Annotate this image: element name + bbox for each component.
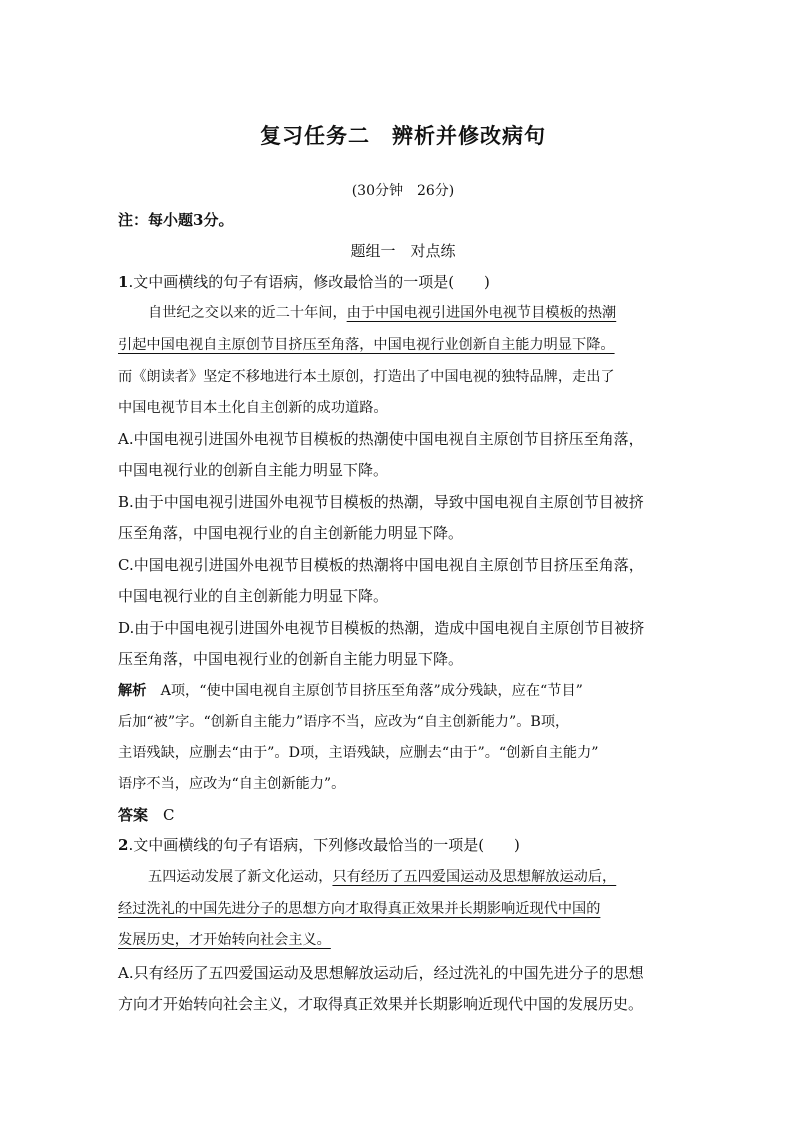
answer-label: 答案 — [118, 806, 149, 824]
q1-option-b-2: 压至角落，中国电视行业的自主创新能力明显下降。 — [118, 524, 464, 542]
q2-passage-line-1: 五四运动发展了新文化运动，只有经历了五四爱国运动及思想解放运动后， — [148, 869, 617, 885]
q1-explanation-line-2: 后加“被”字。“创新自主能力”语序不当，应改为“自主创新能力”。B项， — [118, 714, 570, 730]
note: 注：每小题3分。 — [118, 211, 234, 229]
q2-passage-line-3: 发展历史，才开始转向社会主义。 — [118, 932, 331, 948]
explanation-label: 解析 — [118, 683, 147, 699]
q1-option-a-1: A.中国电视引进国外电视节目模板的热潮使中国电视自主原创节目挤压至角落， — [118, 430, 644, 448]
q1-stem: 1.文中画横线的句子有语病，修改最恰当的一项是( ) — [118, 273, 490, 291]
q1-option-b-1: B.由于中国电视引进国外电视节目模板的热潮，导致中国电视自主原创节目被挤 — [118, 493, 644, 511]
q1-explanation-line-4: 语序不当，应改为“自主创新能力”。 — [118, 776, 346, 792]
q1-passage-line-4: 中国电视节目本土化自主创新的成功道路。 — [118, 400, 388, 416]
q1-passage-line-2: 引起中国电视自主原创节目挤压至角落，中国电视行业创新自主能力明显下降。 — [118, 337, 615, 353]
q2-stem: 2.文中画横线的句子有语病，下列修改最恰当的一项是( ) — [118, 836, 520, 854]
q1-option-d-1: D.由于中国电视引进国外电视节目模板的热潮，造成中国电视自主原创节目被挤 — [118, 619, 645, 637]
underlined-sentence: 由于中国电视引进国外电视节目模板的热潮 — [346, 305, 617, 321]
q1-option-d-2: 压至角落，中国电视行业的创新自主能力明显下降。 — [118, 650, 464, 668]
q1-passage-line-1: 自世纪之交以来的近二十年间，由于中国电视引进国外电视节目模板的热潮 — [148, 305, 617, 321]
time-score-info: (30分钟 26分) — [351, 183, 455, 199]
q1-explanation-line-1: 解析 A项，“使中国电视自主原创节目挤压至角落”成分残缺，应在“节目” — [118, 683, 583, 699]
group-heading: 题组一 对点练 — [350, 242, 456, 260]
q2-passage-line-2: 经过洗礼的中国先进分子的思想方向才取得真正效果并长期影响近现代中国的 — [118, 901, 601, 917]
q2-option-a-1: A.只有经历了五四爱国运动及思想解放运动后，经过洗礼的中国先进分子的思想 — [118, 964, 644, 982]
q1-passage-line-3: 而《朗读者》坚定不移地进行本土原创，打造出了中国电视的独特品牌，走出了 — [118, 369, 615, 385]
q1-explanation-line-3: 主语残缺，应删去“由于”。D项，主语残缺，应删去“由于”。“创新自主能力” — [118, 745, 599, 761]
q1-answer: 答案 C — [118, 806, 175, 824]
q1-option-c-1: C.中国电视引进国外电视节目模板的热潮将中国电视自主原创节目挤压至角落， — [118, 556, 644, 574]
underlined-sentence: 只有经历了五四爱国运动及思想解放运动后， — [332, 869, 617, 885]
page-title: 复习任务二 辨析并修改病句 — [260, 123, 546, 148]
q2-option-a-2: 方向才开始转向社会主义，才取得真正效果并长期影响近现代中国的发展历史。 — [118, 995, 644, 1013]
q1-option-c-2: 中国电视行业的自主创新能力明显下降。 — [118, 587, 389, 605]
q1-option-a-2: 中国电视行业的创新自主能力明显下降。 — [118, 461, 389, 479]
